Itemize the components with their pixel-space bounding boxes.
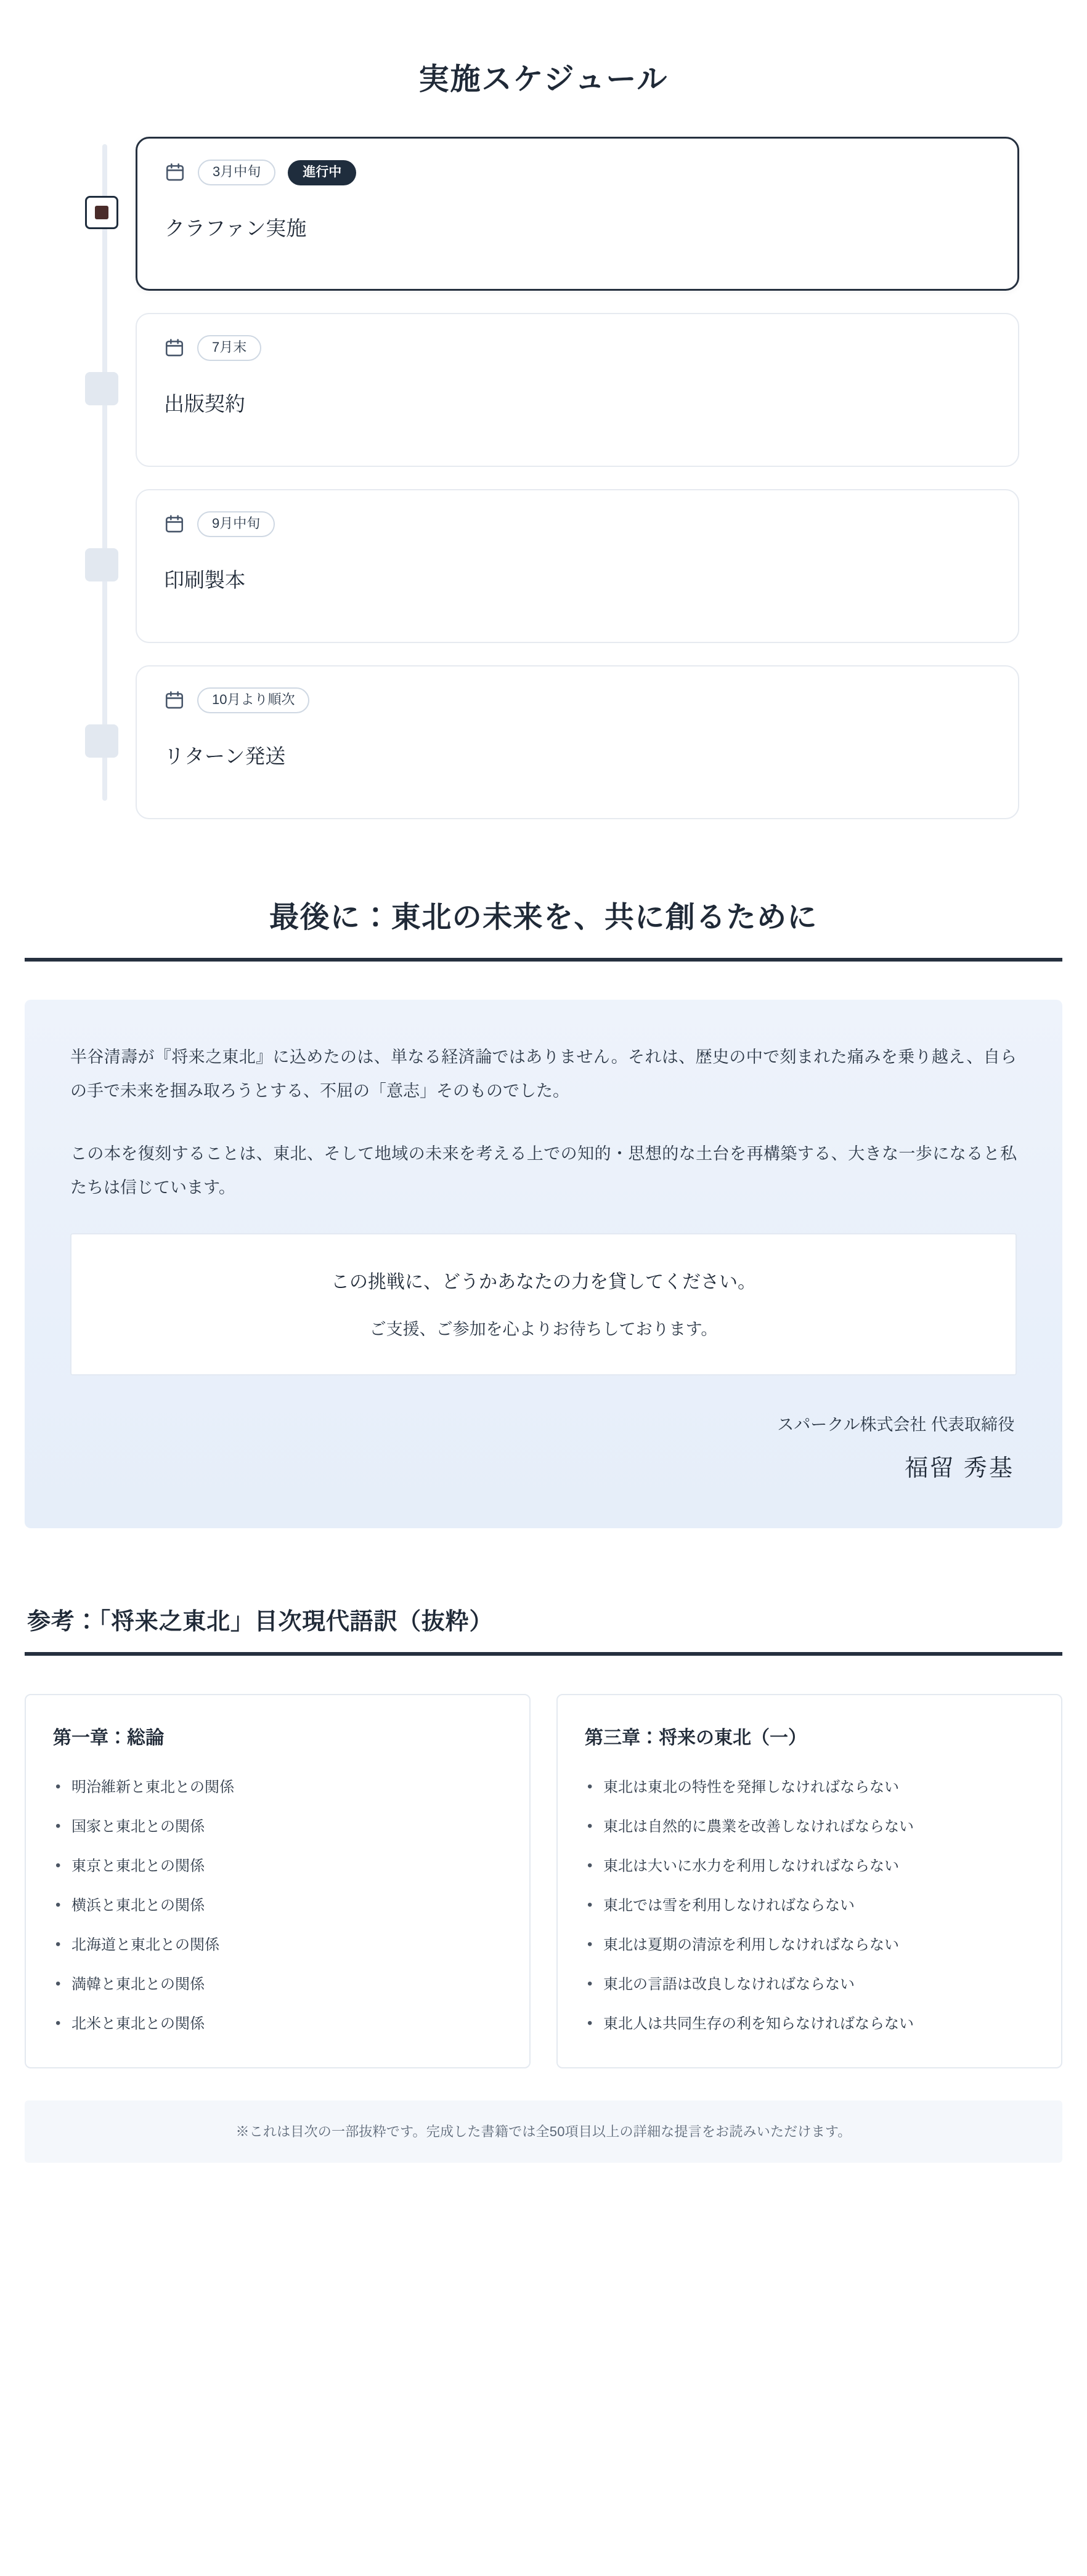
timeline-marker [85, 724, 118, 758]
timeline-status-badge: 進行中 [288, 160, 356, 185]
timeline-label: 印刷製本 [164, 569, 245, 591]
timeline-marker-dot [95, 206, 108, 219]
timeline-item[interactable] [136, 137, 1019, 291]
timeline-card-head [165, 160, 990, 185]
timeline-marker [85, 372, 118, 405]
closing-divider [25, 958, 1062, 962]
closing-paragraph-1: 半谷清壽が『将来之東北』に込めたのは、単なる経済論ではありません。それは、歴史の中で刻まれた痛みを乗り越え、自らの手で未来を掴み取ろうとする、不屈の「意志」そのものでした。 [70, 1048, 1017, 1101]
timeline-item[interactable] [136, 665, 1019, 819]
closing-paragraph-2: この本を復刻することは、東北、そして地域の未来を考える上での知的・思想的な土台を再構築する、大きな一歩になると私たちは信じています。 [70, 1144, 1017, 1197]
closing-card [25, 1000, 1062, 1528]
schedule-section [0, 0, 1087, 819]
signature-company: スパークル株式会社 代表取締役 [777, 1416, 1014, 1435]
calendar-icon [164, 514, 185, 535]
list-item: • 国家と東北との関係 [53, 1816, 502, 1838]
closing-title: 最後に：東北の未来を、共に創るために [269, 901, 818, 934]
closing-section [0, 893, 1087, 1528]
timeline-label: 出版契約 [164, 392, 245, 415]
closing-callout-line-2: ご支援、ご参加を心よりお待ちしております。 [369, 1320, 718, 1339]
reference-title: 参考：「将来之東北」目次現代語訳（抜粋） [27, 1609, 494, 1635]
timeline-label: リターン発送 [164, 745, 286, 768]
timeline-date-pill: 3月中旬 [198, 160, 275, 185]
list-item: • 東京と東北との関係 [53, 1855, 502, 1877]
list-item: • 東北人は共同生存の利を知らなければならない [585, 2013, 1034, 2035]
list-item: • 北米と東北との関係 [53, 2013, 502, 2035]
list-item: • 東北は大いに水力を利用しなければならない [585, 1855, 1034, 1877]
timeline-card[interactable] [136, 137, 1019, 291]
timeline [68, 137, 1019, 819]
timeline-rail [102, 144, 107, 801]
timeline-date-pill: 10月より順次 [197, 687, 309, 713]
closing-callout-line-1: この挑戦に、どうかあなたの力を貸してください。 [331, 1272, 756, 1293]
reference-section [0, 1602, 1087, 2237]
reference-card [25, 1694, 531, 2068]
reference-list [53, 1776, 502, 2035]
reference-divider [25, 1652, 1062, 1656]
schedule-title: 実施スケジュール [418, 63, 669, 96]
closing-callout [70, 1233, 1017, 1375]
calendar-icon [165, 162, 185, 183]
timeline-card[interactable] [136, 313, 1019, 467]
timeline-card-head [164, 511, 991, 537]
list-item: • 満韓と東北との関係 [53, 1974, 502, 1996]
list-item: • 東北では雪を利用しなければならない [585, 1895, 1034, 1917]
reference-card-heading: 第三章：将来の東北（一） [585, 1728, 807, 1749]
reference-note: ※これは目次の一部抜粋です。完成した書籍では全50項目以上の詳細な提言をお読みいただけます。 [25, 2100, 1062, 2163]
list-item: • 東北は東北の特性を発揮しなければならない [585, 1776, 1034, 1799]
list-item: • 北海道と東北との関係 [53, 1934, 502, 1956]
calendar-icon [164, 338, 185, 358]
timeline-item[interactable] [136, 313, 1019, 467]
timeline-card[interactable] [136, 489, 1019, 643]
signature-name: 福留 秀基 [905, 1456, 1014, 1482]
list-item: • 東北の言語は改良しなければならない [585, 1974, 1034, 1996]
timeline-date-pill: 9月中旬 [197, 511, 275, 537]
list-item: • 東北は自然的に農業を改善しなければならない [585, 1816, 1034, 1838]
timeline-card-head [164, 687, 991, 713]
reference-card-heading: 第一章：総論 [53, 1728, 164, 1749]
timeline-marker-active [85, 196, 118, 229]
list-item: • 横浜と東北との関係 [53, 1895, 502, 1917]
reference-card [556, 1694, 1062, 2068]
timeline-date-pill: 7月末 [197, 335, 261, 361]
calendar-icon [164, 690, 185, 711]
list-item: • 明治維新と東北との関係 [53, 1776, 502, 1799]
timeline-item[interactable] [136, 489, 1019, 643]
timeline-card-head [164, 335, 991, 361]
reference-columns [25, 1694, 1062, 2068]
timeline-card[interactable] [136, 665, 1019, 819]
timeline-label: クラファン実施 [165, 217, 307, 240]
reference-list [585, 1776, 1034, 2035]
list-item: • 東北は夏期の清涼を利用しなければならない [585, 1934, 1034, 1956]
timeline-marker [85, 548, 118, 581]
